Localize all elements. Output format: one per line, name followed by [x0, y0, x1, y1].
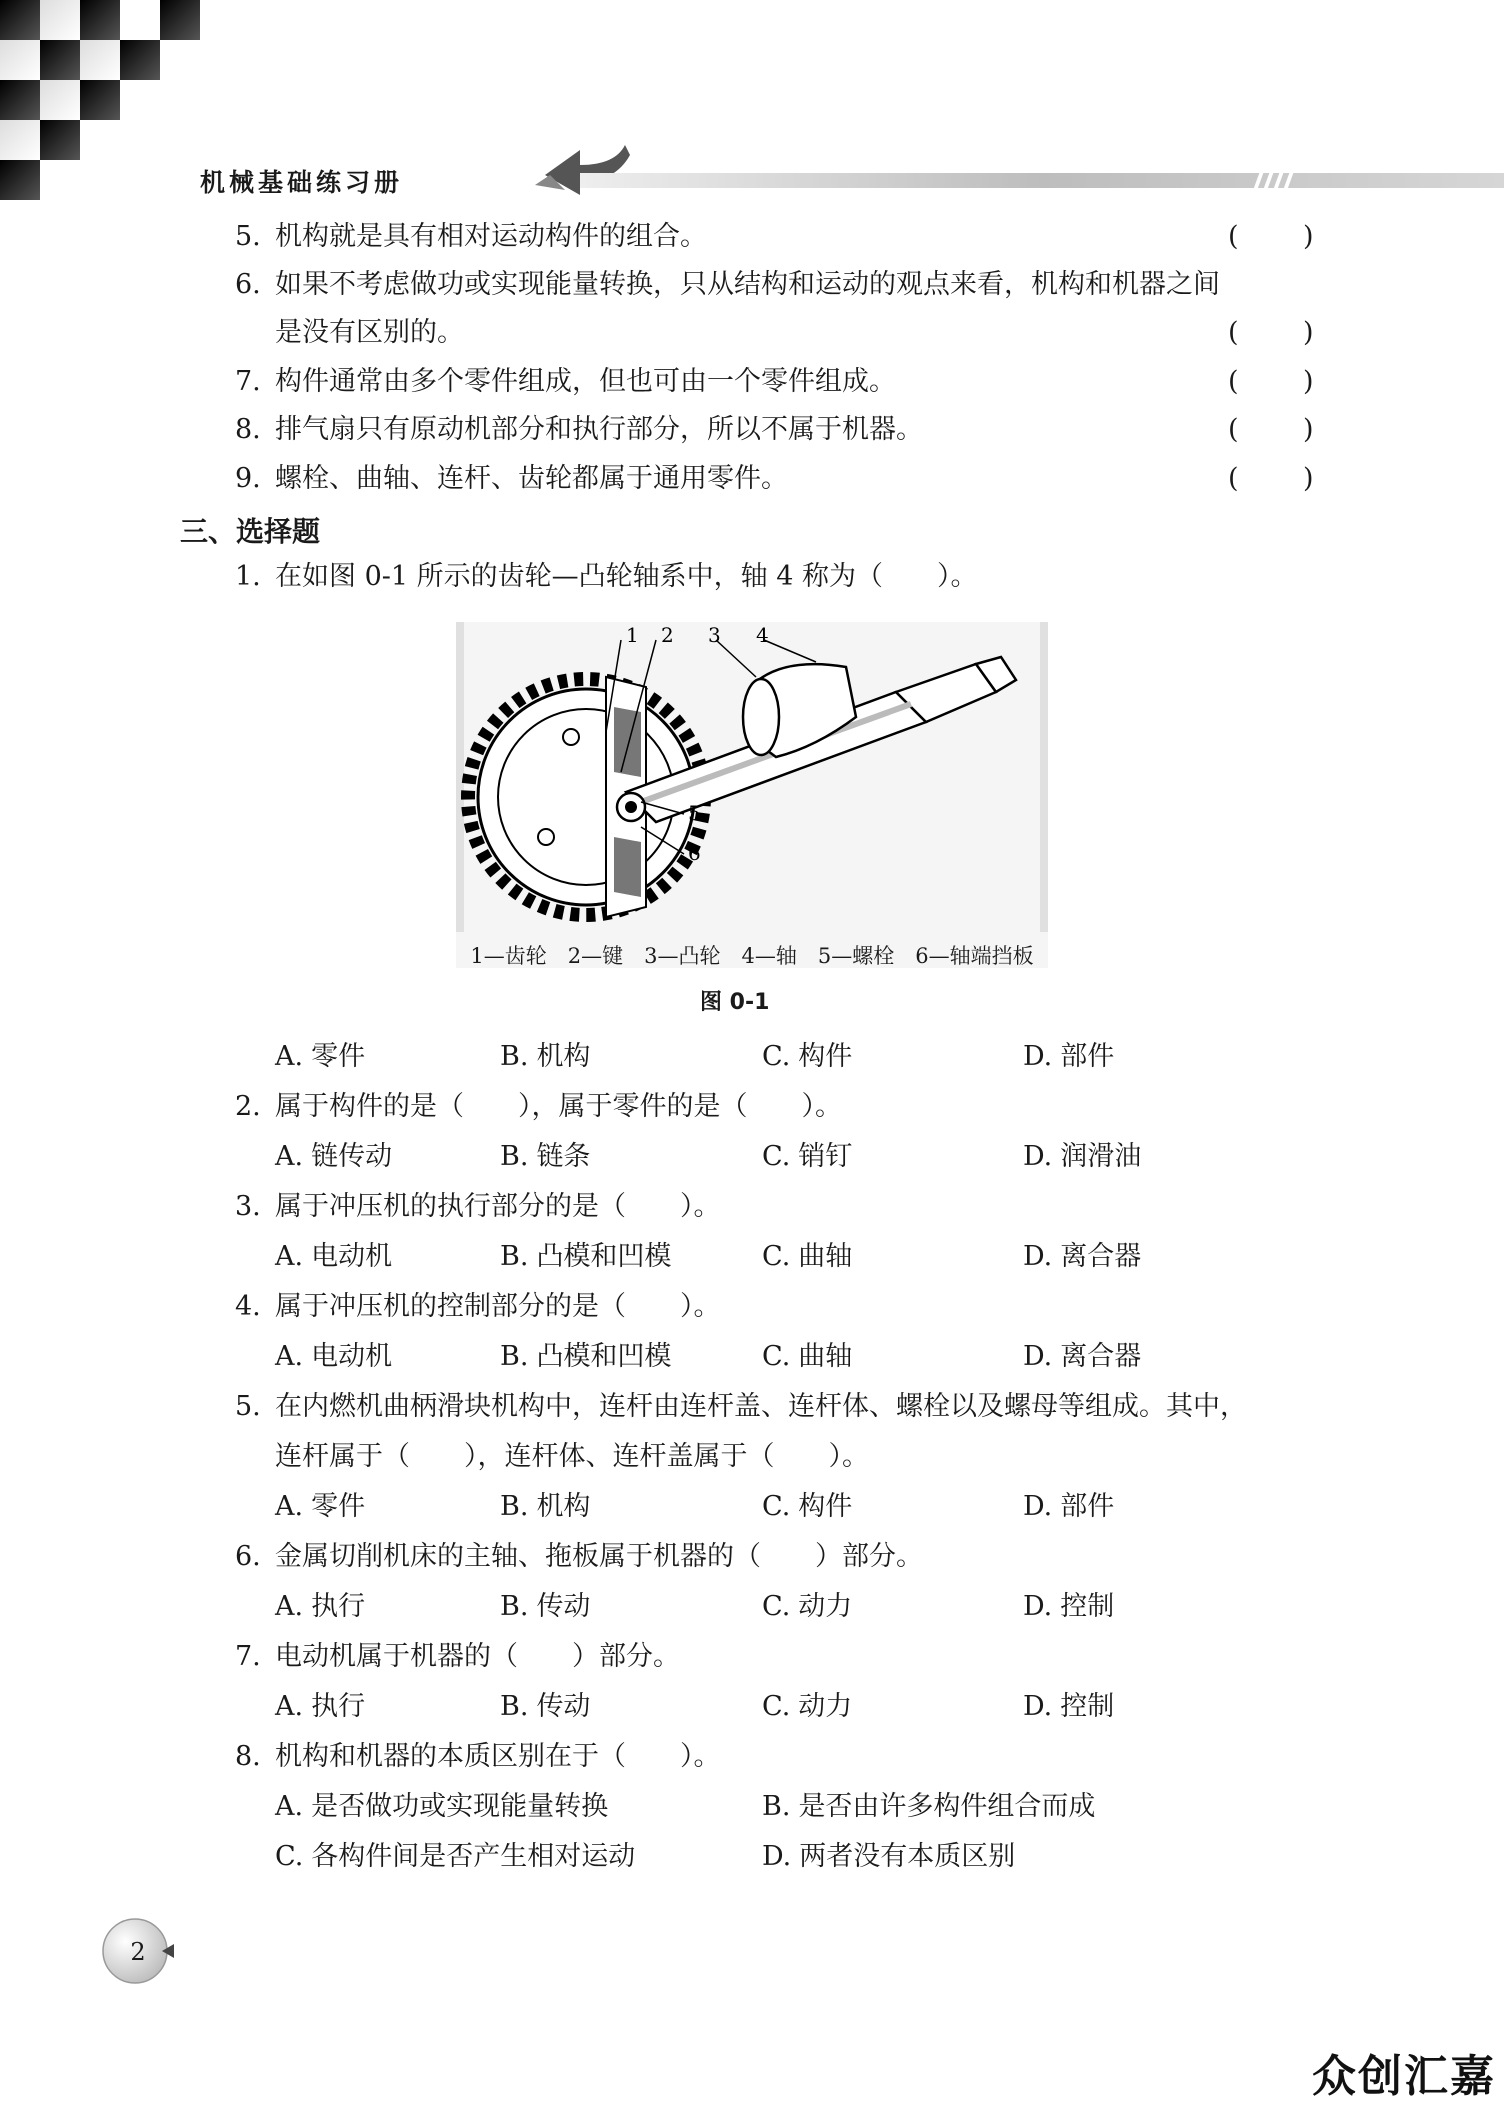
- option-letter: A.: [275, 1791, 304, 1822]
- option-letter: B.: [500, 1691, 529, 1722]
- option-text: 是否由许多构件组合而成: [798, 1791, 1096, 1822]
- item-text: 构件通常由多个零件组成，但也可由一个零件组成。: [275, 366, 896, 397]
- option-text: 电动机: [311, 1241, 393, 1272]
- option-letter: D.: [762, 1841, 792, 1872]
- option-c: [762, 1490, 852, 1524]
- option-b: [500, 1240, 671, 1274]
- option-letter: D.: [1023, 1591, 1053, 1622]
- option-c: [762, 1690, 852, 1724]
- option-d: [1023, 1140, 1141, 1174]
- item-text: 如果不考虑做功或实现能量转换，只从结构和运动的观点来看，机构和机器之间: [275, 269, 1220, 300]
- answer-paren-left: (: [1228, 414, 1239, 445]
- option-text: 控制: [1060, 1591, 1115, 1622]
- question-number: 7.: [235, 1641, 261, 1672]
- option-text: 凸模和凹模: [536, 1341, 672, 1372]
- watermark-logo: 众创汇嘉: [1312, 2051, 1496, 2102]
- question-number: 1.: [235, 561, 261, 592]
- tf-item-8: [0, 413, 1504, 447]
- option-letter: A.: [275, 1341, 304, 1372]
- question-text-continued: 连杆属于（ ），连杆体、连杆盖属于（ ）。: [275, 1441, 869, 1472]
- option-c: [762, 1140, 852, 1174]
- item-text-continued: 是没有区别的。: [275, 317, 464, 348]
- option-text: 机构: [536, 1491, 591, 1522]
- item-number: 8.: [235, 414, 261, 445]
- option-text: 零件: [311, 1491, 366, 1522]
- answer-paren-left: (: [1228, 317, 1239, 348]
- option-d: [1023, 1490, 1114, 1524]
- answer-paren-left: (: [1228, 366, 1239, 397]
- option-letter: B.: [500, 1341, 529, 1372]
- item-text: 机构就是具有相对运动构件的组合。: [275, 221, 707, 252]
- option-text: 各构件间是否产生相对运动: [311, 1841, 636, 1872]
- option-text: 机构: [536, 1041, 591, 1072]
- option-text: 动力: [798, 1691, 853, 1722]
- question-number: 4.: [235, 1291, 261, 1322]
- question-text: 机构和机器的本质区别在于（ ）。: [275, 1741, 721, 1772]
- option-b: [500, 1590, 590, 1624]
- option-text: 链传动: [311, 1141, 393, 1172]
- tf-item-7: [0, 365, 1504, 399]
- option-letter: B.: [500, 1591, 529, 1622]
- item-number: 7.: [235, 366, 261, 397]
- option-letter: C.: [762, 1141, 791, 1172]
- option-letter: C.: [762, 1241, 791, 1272]
- option-a: [275, 1140, 392, 1174]
- option-text: 润滑油: [1060, 1141, 1142, 1172]
- answer-paren-left: (: [1228, 463, 1239, 494]
- option-a: [275, 1690, 365, 1724]
- tf-item-5: [0, 220, 1504, 254]
- option-text: 电动机: [311, 1341, 393, 1372]
- option-text: 曲轴: [798, 1241, 853, 1272]
- callout-5: 5: [688, 801, 701, 825]
- callout-4: 4: [756, 623, 769, 647]
- option-a: [275, 1490, 365, 1524]
- item-text: 螺栓、曲轴、连杆、齿轮都属于通用零件。: [275, 463, 788, 494]
- header-arrow-bar: [505, 130, 1504, 200]
- option-b: [500, 1040, 590, 1074]
- option-a: [275, 1590, 365, 1624]
- option-d: [1023, 1340, 1141, 1374]
- option-d: [1023, 1690, 1114, 1724]
- option-letter: A.: [275, 1241, 304, 1272]
- option-letter: B.: [500, 1041, 529, 1072]
- option-a: [275, 1240, 392, 1274]
- option-b: [500, 1140, 590, 1174]
- option-c: [762, 1240, 852, 1274]
- option-b: [500, 1690, 590, 1724]
- option-letter: D.: [1023, 1241, 1053, 1272]
- option-d: [1023, 1040, 1114, 1074]
- bolt-and-plate: [617, 793, 645, 821]
- option-letter: D.: [1023, 1041, 1053, 1072]
- question-text: 在如图 0-1 所示的齿轮—凸轮轴系中，轴 4 称为（ ）。: [275, 561, 978, 592]
- option-text: 是否做功或实现能量转换: [311, 1791, 609, 1822]
- question-number: 3.: [235, 1191, 261, 1222]
- option-c: [762, 1340, 852, 1374]
- book-title: 机械基础练习册: [200, 168, 404, 197]
- question-text: 在内燃机曲柄滑块机构中，连杆由连杆盖、连杆体、螺栓以及螺母等组成。其中，: [275, 1391, 1247, 1422]
- option-c: [275, 1840, 635, 1874]
- item-number: 9.: [235, 463, 261, 494]
- option-text: 曲轴: [798, 1341, 853, 1372]
- option-a: [275, 1790, 608, 1824]
- callout-2: 2: [661, 623, 674, 647]
- answer-paren-right: ): [1303, 317, 1314, 348]
- option-text: 部件: [1060, 1491, 1115, 1522]
- page-number: 2: [130, 1938, 146, 1966]
- option-b: [500, 1340, 671, 1374]
- option-letter: D.: [1023, 1141, 1053, 1172]
- item-number: 5.: [235, 221, 261, 252]
- item-number: 6.: [235, 269, 261, 300]
- question-text: 电动机属于机器的（ ）部分。: [275, 1641, 680, 1672]
- option-c: [762, 1590, 852, 1624]
- option-letter: C.: [762, 1691, 791, 1722]
- question-number: 8.: [235, 1741, 261, 1772]
- corner-checkerboard-decoration: [0, 0, 200, 200]
- option-letter: B.: [500, 1241, 529, 1272]
- option-letter: B.: [762, 1791, 791, 1822]
- option-text: 零件: [311, 1041, 366, 1072]
- option-text: 离合器: [1060, 1241, 1142, 1272]
- option-text: 构件: [798, 1041, 853, 1072]
- question-number: 5.: [235, 1391, 261, 1422]
- answer-paren-left: (: [1228, 221, 1239, 252]
- option-text: 离合器: [1060, 1341, 1142, 1372]
- figure-title: 图 0-1: [700, 990, 770, 1015]
- callout-6: 6: [688, 841, 701, 865]
- option-letter: A.: [275, 1491, 304, 1522]
- option-text: 部件: [1060, 1041, 1115, 1072]
- option-letter: A.: [275, 1591, 304, 1622]
- option-a: [275, 1040, 365, 1074]
- option-text: 两者没有本质区别: [799, 1841, 1016, 1872]
- tf-item-6-cont: [0, 316, 1504, 350]
- option-letter: D.: [1023, 1691, 1053, 1722]
- option-b: [762, 1790, 1095, 1824]
- question-number: 2.: [235, 1091, 261, 1122]
- option-text: 构件: [798, 1491, 853, 1522]
- option-letter: D.: [1023, 1491, 1053, 1522]
- gear-cam-shaft-figure: [456, 622, 1048, 968]
- option-text: 销钉: [798, 1141, 853, 1172]
- option-text: 传动: [536, 1591, 591, 1622]
- option-c: [762, 1040, 852, 1074]
- option-d: [1023, 1590, 1114, 1624]
- option-letter: C.: [762, 1491, 791, 1522]
- option-letter: D.: [1023, 1341, 1053, 1372]
- option-letter: C.: [762, 1591, 791, 1622]
- answer-paren-right: ): [1303, 221, 1314, 252]
- answer-paren-right: ): [1303, 463, 1314, 494]
- option-a: [275, 1340, 392, 1374]
- option-letter: B.: [500, 1141, 529, 1172]
- option-text: 执行: [311, 1691, 366, 1722]
- option-letter: A.: [275, 1141, 304, 1172]
- item-text: 排气扇只有原动机部分和执行部分，所以不属于机器。: [275, 414, 923, 445]
- option-d: [762, 1840, 1015, 1874]
- tf-item-9: [0, 462, 1504, 496]
- question-text: 属于冲压机的控制部分的是（ ）。: [275, 1291, 721, 1322]
- callout-1: 1: [626, 623, 639, 647]
- option-b: [500, 1490, 590, 1524]
- option-letter: C.: [275, 1841, 304, 1872]
- question-number: 6.: [235, 1541, 261, 1572]
- section-title: 三、选择题: [180, 515, 321, 548]
- callout-3: 3: [708, 623, 721, 647]
- tf-item-6: [0, 268, 1504, 302]
- option-letter: C.: [762, 1341, 791, 1372]
- option-letter: A.: [275, 1041, 304, 1072]
- figure-legend: 1—齿轮 2—键 3—凸轮 4—轴 5—螺栓 6—轴端挡板: [470, 944, 1034, 968]
- question-text: 金属切削机床的主轴、拖板属于机器的（ ）部分。: [275, 1541, 923, 1572]
- option-text: 链条: [536, 1141, 591, 1172]
- option-text: 执行: [311, 1591, 366, 1622]
- question-text: 属于冲压机的执行部分的是（ ）。: [275, 1191, 721, 1222]
- answer-paren-right: ): [1303, 414, 1314, 445]
- option-letter: B.: [500, 1491, 529, 1522]
- option-text: 凸模和凹模: [536, 1241, 672, 1272]
- option-d: [1023, 1240, 1141, 1274]
- option-text: 传动: [536, 1691, 591, 1722]
- answer-paren-right: ): [1303, 366, 1314, 397]
- question-text: 属于构件的是（ ），属于零件的是（ ）。: [275, 1091, 842, 1122]
- option-letter: C.: [762, 1041, 791, 1072]
- option-text: 控制: [1060, 1691, 1115, 1722]
- option-letter: A.: [275, 1691, 304, 1722]
- option-text: 动力: [798, 1591, 853, 1622]
